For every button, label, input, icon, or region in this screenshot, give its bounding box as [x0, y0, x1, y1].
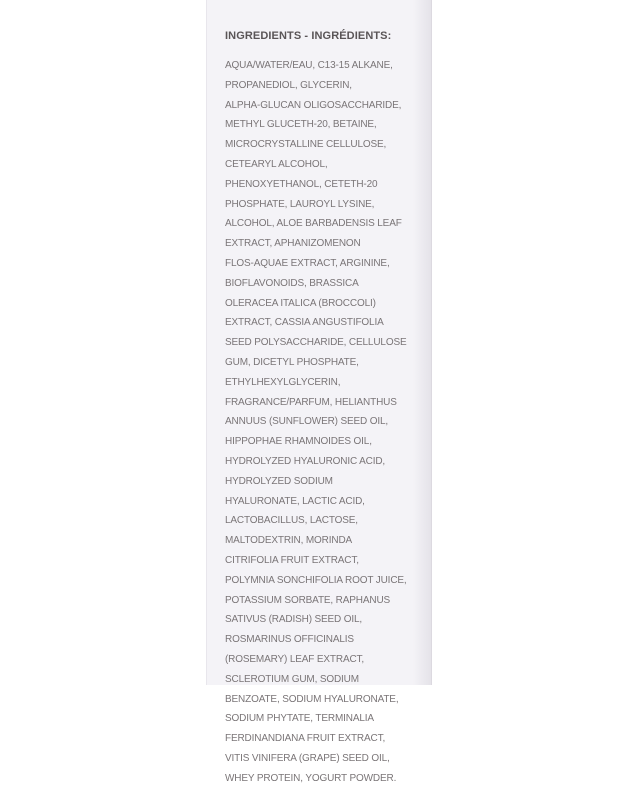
ingredient-line: AQUA/WATER/EAU, C13-15 ALKANE,: [225, 60, 393, 71]
ingredient-line: SEED POLYSACCHARIDE, CELLULOSE: [225, 337, 407, 349]
ingredient-line: FRAGRANCE/PARFUM, HELIANTHUS: [225, 396, 397, 408]
ingredient-line: LACTOBACILLUS, LACTOSE,: [225, 515, 358, 527]
ingredient-line: POLYMNIA SONCHIFOLIA ROOT JUICE,: [225, 574, 407, 586]
ingredient-line: VITIS VINIFERA (GRAPE) SEED OIL,: [225, 752, 390, 764]
product-box-side-panel: [206, 0, 432, 784]
ingredient-line: HYDROLYZED SODIUM: [225, 475, 333, 487]
ingredient-line: ROSMARINUS OFFICINALIS: [225, 634, 354, 646]
ingredient-line: EXTRACT, APHANIZOMENON: [225, 238, 361, 250]
ingredient-line: MALTODEXTRIN, MORINDA: [225, 535, 353, 547]
ingredient-line: MICROCRYSTALLINE CELLULOSE,: [225, 139, 387, 151]
ingredients-list: [225, 56, 425, 788]
ingredient-line: PHENOXYETHANOL, CETETH-20: [225, 178, 378, 190]
ingredient-line: FERDINANDIANA FRUIT EXTRACT,: [225, 733, 386, 745]
ingredients-heading: INGREDIENTS - INGRÉDIENTS:: [225, 30, 392, 42]
ingredient-line: SATIVUS (RADISH) SEED OIL,: [225, 614, 363, 626]
ingredient-line: METHYL GLUCETH-20, BETAINE,: [225, 119, 377, 131]
ingredient-line: (ROSEMARY) LEAF EXTRACT,: [225, 653, 365, 665]
ingredient-line: POTASSIUM SORBATE, RAPHANUS: [225, 594, 391, 606]
ingredient-line: WHEY PROTEIN, YOGURT POWDER.: [225, 772, 397, 784]
ingredient-line: GUM, DICETYL PHOSPHATE,: [225, 356, 359, 368]
ingredient-line: ETHYLHEXYLGLYCERIN,: [225, 376, 341, 388]
ingredient-line: ALPHA-GLUCAN OLIGOSACCHARIDE,: [225, 99, 402, 111]
ingredients-label: [225, 30, 425, 788]
ingredient-line: HYDROLYZED HYALURONIC ACID,: [225, 455, 386, 467]
ingredient-line: SCLEROTIUM GUM, SODIUM: [225, 673, 359, 685]
ingredient-line: PHOSPHATE, LAUROYL LYSINE,: [225, 198, 375, 210]
ingredient-line: EXTRACT, CASSIA ANGUSTIFOLIA: [225, 317, 384, 329]
ingredient-line: ANNUUS (SUNFLOWER) SEED OIL,: [225, 416, 389, 428]
ingredient-line: BIOFLAVONOIDS, BRASSICA: [225, 277, 359, 289]
ingredient-line: ALCOHOL, ALOE BARBADENSIS LEAF: [225, 218, 402, 230]
ingredient-line: BENZOATE, SODIUM HYALURONATE,: [225, 693, 399, 705]
ingredient-line: CETEARYL ALCOHOL,: [225, 158, 328, 170]
ingredient-line: PROPANEDIOL, GLYCERIN,: [225, 79, 352, 91]
ingredient-line: OLERACEA ITALICA (BROCCOLI): [225, 297, 376, 309]
ingredient-line: CITRIFOLIA FRUIT EXTRACT,: [225, 554, 359, 566]
ingredient-line: HIPPOPHAE RHAMNOIDES OIL,: [225, 436, 372, 448]
ingredient-line: HYALURONATE, LACTIC ACID,: [225, 495, 365, 507]
ingredient-line: SODIUM PHYTATE, TERMINALIA: [225, 713, 374, 725]
ingredient-line: FLOS-AQUAE EXTRACT, ARGININE,: [225, 257, 390, 269]
